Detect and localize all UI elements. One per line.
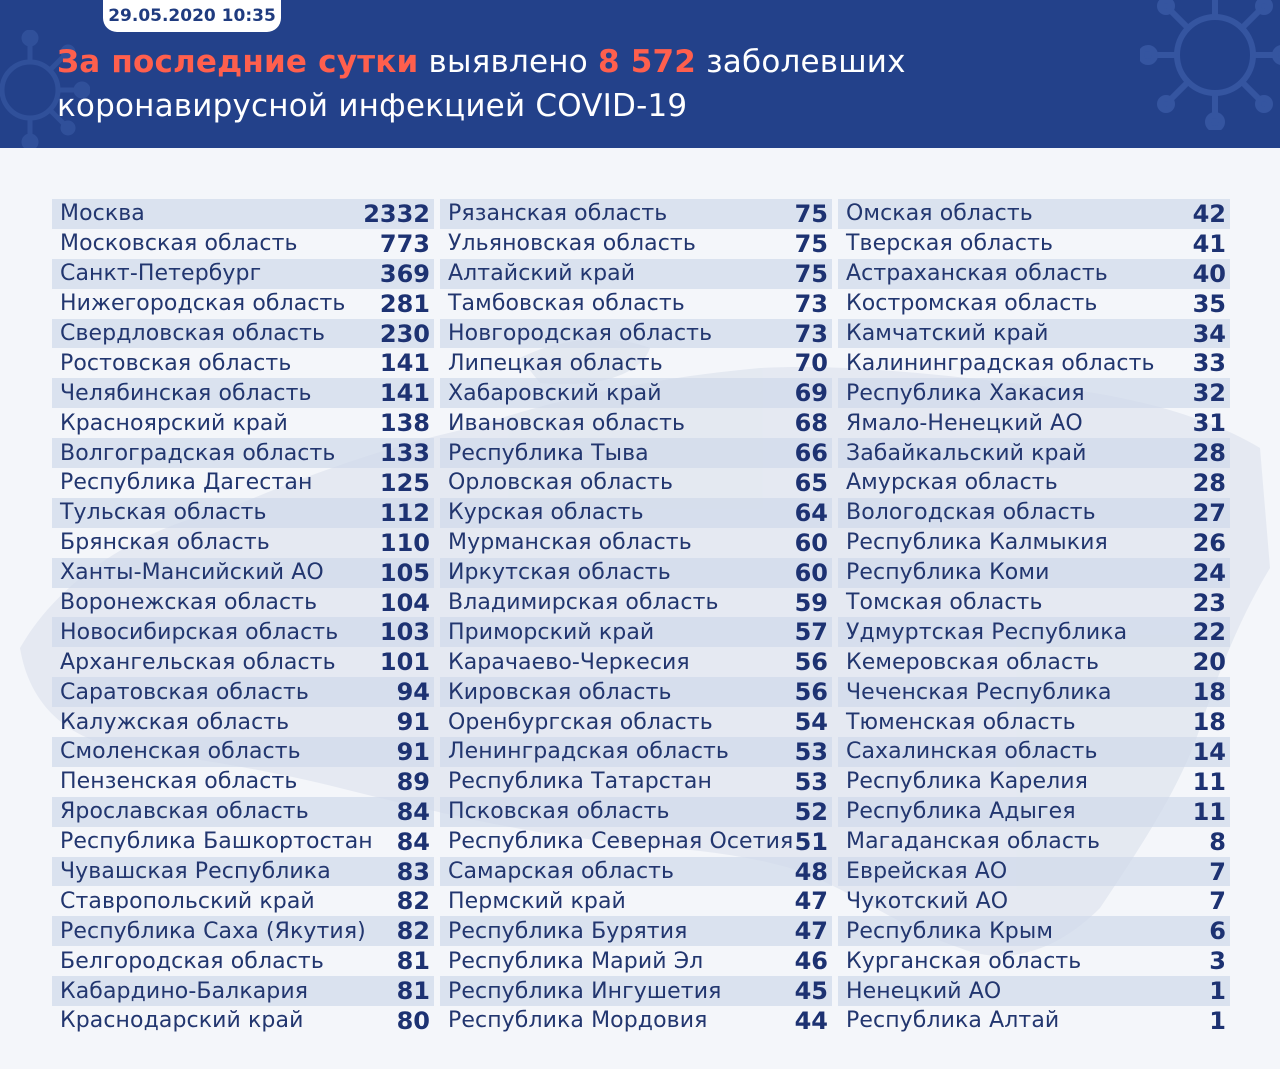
region-cell xyxy=(52,946,434,976)
region-name: Архангельская область xyxy=(60,649,336,675)
region-name: Ярославская область xyxy=(60,799,309,825)
header-banner xyxy=(0,0,1280,148)
region-name: Курганская область xyxy=(846,948,1082,974)
region-cell xyxy=(838,886,1230,916)
region-cell xyxy=(52,558,434,588)
region-name: Липецкая область xyxy=(448,350,663,376)
region-cell xyxy=(440,857,832,887)
region-cell xyxy=(838,528,1230,558)
case-count: 34 xyxy=(1192,319,1226,348)
region-cell xyxy=(52,438,434,468)
region-cell xyxy=(838,916,1230,946)
region-name: Республика Ингушетия xyxy=(448,978,722,1004)
region-cell xyxy=(838,438,1230,468)
table-row xyxy=(52,827,1230,857)
region-cell xyxy=(838,976,1230,1006)
case-count: 141 xyxy=(379,349,430,378)
region-name: Алтайский край xyxy=(448,261,636,287)
region-name: Астраханская область xyxy=(846,261,1108,287)
table-row xyxy=(52,976,1230,1006)
region-name: Магаданская область xyxy=(846,829,1101,855)
cases-table xyxy=(52,199,1230,1036)
region-cell xyxy=(52,647,434,677)
table-row xyxy=(52,1006,1230,1036)
region-name: Курская область xyxy=(448,500,644,526)
region-cell xyxy=(52,528,434,558)
case-count: 773 xyxy=(379,229,430,258)
region-name: Республика Марий Эл xyxy=(448,948,704,974)
case-count: 68 xyxy=(794,409,828,438)
region-name: Пензенская область xyxy=(60,769,298,795)
region-name: Республика Карелия xyxy=(846,769,1088,795)
region-cell xyxy=(838,737,1230,767)
case-count: 51 xyxy=(794,827,828,856)
case-count: 45 xyxy=(794,977,828,1006)
case-count: 70 xyxy=(794,349,828,378)
case-count: 8 xyxy=(1209,827,1226,856)
region-name: Томская область xyxy=(846,590,1043,616)
region-cell xyxy=(838,468,1230,498)
region-name: Ленинградская область xyxy=(448,739,729,765)
table-row xyxy=(52,617,1230,647)
table-row xyxy=(52,677,1230,707)
case-count: 369 xyxy=(379,259,430,288)
table-row xyxy=(52,468,1230,498)
table-row xyxy=(52,438,1230,468)
region-cell xyxy=(440,1006,832,1036)
case-count: 18 xyxy=(1192,678,1226,707)
region-cell xyxy=(838,617,1230,647)
case-count: 81 xyxy=(396,947,430,976)
case-count: 48 xyxy=(794,857,828,886)
region-cell xyxy=(440,498,832,528)
case-count: 42 xyxy=(1192,199,1226,228)
region-name: Республика Башкортостан xyxy=(60,829,373,855)
region-name: Костромская область xyxy=(846,291,1098,317)
region-cell xyxy=(838,408,1230,438)
region-cell xyxy=(838,588,1230,618)
region-name: Тверская область xyxy=(846,231,1054,257)
region-name: Республика Коми xyxy=(846,560,1050,586)
region-name: Чеченская Республика xyxy=(846,679,1112,705)
case-count: 84 xyxy=(396,797,430,826)
region-name: Республика Бурятия xyxy=(448,918,688,944)
region-name: Ханты-Мансийский АО xyxy=(60,560,324,586)
region-cell xyxy=(440,827,832,857)
region-cell xyxy=(52,797,434,827)
region-name: Ивановская область xyxy=(448,410,686,436)
region-name: Свердловская область xyxy=(60,321,326,346)
case-count: 40 xyxy=(1192,259,1226,288)
case-count: 54 xyxy=(794,708,828,737)
case-count: 110 xyxy=(379,528,430,557)
region-name: Тюменская область xyxy=(846,709,1076,735)
case-count: 53 xyxy=(794,767,828,796)
table-row xyxy=(52,528,1230,558)
region-cell xyxy=(52,857,434,887)
region-cell xyxy=(440,378,832,408)
table-row xyxy=(52,797,1230,827)
case-count: 47 xyxy=(794,887,828,916)
region-cell xyxy=(52,617,434,647)
region-name: Чувашская Республика xyxy=(60,859,331,885)
region-cell xyxy=(440,199,832,229)
table-row xyxy=(52,348,1230,378)
region-cell xyxy=(838,857,1230,887)
case-count: 73 xyxy=(794,289,828,318)
region-cell xyxy=(838,707,1230,737)
region-cell xyxy=(838,289,1230,319)
table-row xyxy=(52,647,1230,677)
case-count: 73 xyxy=(794,319,828,348)
region-name: Волгоградская область xyxy=(60,440,336,466)
region-cell xyxy=(52,408,434,438)
region-name: Омская область xyxy=(846,201,1033,227)
case-count: 84 xyxy=(396,827,430,856)
table-row xyxy=(52,588,1230,618)
case-count: 69 xyxy=(794,379,828,408)
region-cell xyxy=(52,707,434,737)
table-row xyxy=(52,229,1230,259)
region-name: Москва xyxy=(60,201,145,227)
region-cell xyxy=(440,319,832,349)
region-name: Забайкальский край xyxy=(846,440,1087,466)
region-cell xyxy=(52,229,434,259)
region-cell xyxy=(838,229,1230,259)
case-count: 18 xyxy=(1192,708,1226,737)
case-count: 3 xyxy=(1209,947,1226,976)
table-row xyxy=(52,737,1230,767)
title-mid: выявлено xyxy=(428,44,588,80)
region-name: Республика Тыва xyxy=(448,440,649,466)
case-count: 138 xyxy=(379,409,430,438)
region-name: Тамбовская область xyxy=(448,291,685,317)
case-count: 141 xyxy=(379,379,430,408)
case-count: 81 xyxy=(396,977,430,1006)
case-count: 53 xyxy=(794,737,828,766)
case-count: 14 xyxy=(1192,737,1226,766)
case-count: 281 xyxy=(379,289,430,318)
case-count: 41 xyxy=(1192,229,1226,258)
region-name: Ненецкий АО xyxy=(846,978,1002,1004)
region-name: Новосибирская область xyxy=(60,619,339,645)
table-row xyxy=(52,378,1230,408)
region-cell xyxy=(838,797,1230,827)
case-count: 75 xyxy=(794,199,828,228)
table-row xyxy=(52,289,1230,319)
region-cell xyxy=(838,348,1230,378)
table-row xyxy=(52,707,1230,737)
case-count: 104 xyxy=(379,588,430,617)
table-row xyxy=(52,916,1230,946)
region-cell xyxy=(440,348,832,378)
case-count: 23 xyxy=(1192,588,1226,617)
region-cell xyxy=(440,438,832,468)
region-cell xyxy=(440,289,832,319)
case-count: 105 xyxy=(379,558,430,587)
region-name: Иркутская область xyxy=(448,560,671,586)
region-name: Республика Калмыкия xyxy=(846,530,1108,556)
region-name: Самарская область xyxy=(448,859,675,885)
case-count: 6 xyxy=(1209,917,1226,946)
table-row xyxy=(52,199,1230,229)
region-name: Ставропольский край xyxy=(60,888,315,914)
region-name: Кировская область xyxy=(448,679,672,705)
region-name: Санкт-Петербург xyxy=(60,261,262,287)
region-name: Московская область xyxy=(60,231,298,257)
case-count: 80 xyxy=(396,1006,430,1035)
case-count: 56 xyxy=(794,678,828,707)
region-cell xyxy=(838,767,1230,797)
region-name: Пермский край xyxy=(448,888,626,914)
region-cell xyxy=(440,677,832,707)
region-name: Республика Северная Осетия xyxy=(448,829,794,855)
region-cell xyxy=(838,259,1230,289)
region-cell xyxy=(440,647,832,677)
region-cell xyxy=(440,886,832,916)
case-count: 24 xyxy=(1192,558,1226,587)
region-cell xyxy=(838,647,1230,677)
case-count: 35 xyxy=(1192,289,1226,318)
case-count: 1 xyxy=(1209,1006,1226,1035)
region-name: Смоленская область xyxy=(60,739,301,765)
case-count: 75 xyxy=(794,229,828,258)
region-cell xyxy=(440,468,832,498)
case-count: 133 xyxy=(379,439,430,468)
title-highlight: За последние сутки xyxy=(57,44,419,80)
case-count: 56 xyxy=(794,648,828,677)
case-count: 125 xyxy=(379,468,430,497)
case-count: 20 xyxy=(1192,648,1226,677)
table-row xyxy=(52,767,1230,797)
region-name: Республика Дагестан xyxy=(60,470,313,496)
region-cell xyxy=(838,378,1230,408)
region-cell xyxy=(440,259,832,289)
table-row xyxy=(52,558,1230,588)
page-title xyxy=(57,40,906,128)
region-name: Республика Мордовия xyxy=(448,1008,708,1034)
case-count: 57 xyxy=(794,618,828,647)
region-name: Мурманская область xyxy=(448,530,692,556)
case-count: 22 xyxy=(1192,618,1226,647)
region-name: Республика Саха (Якутия) xyxy=(60,918,366,944)
title-end: заболевших xyxy=(706,44,906,80)
region-name: Рязанская область xyxy=(448,201,668,227)
region-name: Краснодарский край xyxy=(60,1008,304,1034)
region-cell xyxy=(52,916,434,946)
case-count: 28 xyxy=(1192,468,1226,497)
case-count: 26 xyxy=(1192,528,1226,557)
case-count: 230 xyxy=(379,319,430,348)
case-count: 31 xyxy=(1192,409,1226,438)
case-count: 32 xyxy=(1192,379,1226,408)
region-name: Калининградская область xyxy=(846,350,1155,376)
region-cell xyxy=(440,588,832,618)
region-name: Ямало-Ненецкий АО xyxy=(846,410,1083,436)
region-name: Камчатский край xyxy=(846,321,1049,346)
region-cell xyxy=(440,916,832,946)
table-row xyxy=(52,259,1230,289)
table-row xyxy=(52,886,1230,916)
total-count: 8 572 xyxy=(597,44,697,80)
region-cell xyxy=(838,827,1230,857)
case-count: 91 xyxy=(396,708,430,737)
region-name: Владимирская область xyxy=(448,590,719,616)
region-cell xyxy=(52,289,434,319)
case-count: 2332 xyxy=(363,199,430,228)
region-cell xyxy=(838,498,1230,528)
region-cell xyxy=(52,468,434,498)
case-count: 66 xyxy=(794,439,828,468)
case-count: 101 xyxy=(379,648,430,677)
case-count: 59 xyxy=(794,588,828,617)
region-name: Карачаево-Черкесия xyxy=(448,649,690,675)
region-name: Хабаровский край xyxy=(448,380,662,406)
region-name: Чукотский АО xyxy=(846,888,1009,914)
timestamp-badge: 29.05.2020 10:35 xyxy=(103,0,281,32)
region-cell xyxy=(52,827,434,857)
table-row xyxy=(52,498,1230,528)
case-count: 47 xyxy=(794,917,828,946)
region-name: Республика Алтай xyxy=(846,1008,1060,1034)
region-cell xyxy=(440,707,832,737)
case-count: 64 xyxy=(794,498,828,527)
region-name: Республика Хакасия xyxy=(846,380,1085,406)
case-count: 1 xyxy=(1209,977,1226,1006)
region-name: Оренбургская область xyxy=(448,709,713,735)
region-name: Челябинская область xyxy=(60,380,312,406)
region-cell xyxy=(440,767,832,797)
region-name: Республика Крым xyxy=(846,918,1054,944)
region-cell xyxy=(52,677,434,707)
region-name: Кабардино-Балкария xyxy=(60,978,309,1004)
region-cell xyxy=(52,976,434,1006)
region-name: Новгородская область xyxy=(448,321,713,346)
region-cell xyxy=(440,946,832,976)
region-name: Орловская область xyxy=(448,470,674,496)
region-cell xyxy=(52,767,434,797)
case-count: 94 xyxy=(396,678,430,707)
region-cell xyxy=(52,737,434,767)
case-count: 89 xyxy=(396,767,430,796)
table-row xyxy=(52,319,1230,349)
region-name: Тульская область xyxy=(60,500,267,526)
region-cell xyxy=(440,797,832,827)
region-name: Воронежская область xyxy=(60,590,318,616)
region-cell xyxy=(52,498,434,528)
title-line2: коронавирусной инфекцией COVID-19 xyxy=(57,88,688,124)
region-cell xyxy=(52,199,434,229)
region-name: Вологодская область xyxy=(846,500,1096,526)
region-cell xyxy=(440,737,832,767)
region-cell xyxy=(838,558,1230,588)
case-count: 60 xyxy=(794,558,828,587)
region-name: Приморский край xyxy=(448,619,655,645)
region-name: Брянская область xyxy=(60,530,270,556)
region-cell xyxy=(440,617,832,647)
case-count: 46 xyxy=(794,947,828,976)
region-name: Удмуртская Республика xyxy=(846,619,1128,645)
region-name: Ульяновская область xyxy=(448,231,696,257)
case-count: 52 xyxy=(794,797,828,826)
region-cell xyxy=(838,319,1230,349)
region-cell xyxy=(52,348,434,378)
region-cell xyxy=(838,677,1230,707)
region-cell xyxy=(440,528,832,558)
region-name: Нижегородская область xyxy=(60,291,346,317)
region-cell xyxy=(838,946,1230,976)
region-cell xyxy=(440,558,832,588)
table-row xyxy=(52,946,1230,976)
region-cell xyxy=(52,588,434,618)
case-count: 82 xyxy=(396,887,430,916)
case-count: 7 xyxy=(1209,857,1226,886)
region-cell xyxy=(440,229,832,259)
region-cell xyxy=(838,199,1230,229)
case-count: 28 xyxy=(1192,439,1226,468)
case-count: 112 xyxy=(379,498,430,527)
case-count: 44 xyxy=(794,1006,828,1035)
region-name: Еврейская АО xyxy=(846,859,1008,885)
region-cell xyxy=(52,259,434,289)
region-name: Амурская область xyxy=(846,470,1058,496)
table-row xyxy=(52,408,1230,438)
virus-icon xyxy=(1140,0,1280,130)
region-name: Калужская область xyxy=(60,709,290,735)
region-name: Саратовская область xyxy=(60,679,309,705)
table-row xyxy=(52,857,1230,887)
region-name: Республика Адыгея xyxy=(846,799,1076,825)
region-name: Псковская область xyxy=(448,799,670,825)
region-cell xyxy=(52,319,434,349)
case-count: 65 xyxy=(794,468,828,497)
region-name: Кемеровская область xyxy=(846,649,1100,675)
region-cell xyxy=(52,886,434,916)
case-count: 60 xyxy=(794,528,828,557)
region-cell xyxy=(52,378,434,408)
case-count: 75 xyxy=(794,259,828,288)
case-count: 27 xyxy=(1192,498,1226,527)
region-cell xyxy=(440,408,832,438)
case-count: 103 xyxy=(379,618,430,647)
case-count: 83 xyxy=(396,857,430,886)
region-name: Сахалинская область xyxy=(846,739,1098,765)
region-cell xyxy=(52,1006,434,1036)
case-count: 91 xyxy=(396,737,430,766)
region-name: Белгородская область xyxy=(60,948,324,974)
case-count: 33 xyxy=(1192,349,1226,378)
region-cell xyxy=(838,1006,1230,1036)
region-name: Республика Татарстан xyxy=(448,769,712,795)
region-cell xyxy=(440,976,832,1006)
region-name: Ростовская область xyxy=(60,350,292,376)
case-count: 11 xyxy=(1192,767,1226,796)
case-count: 11 xyxy=(1192,797,1226,826)
case-count: 7 xyxy=(1209,887,1226,916)
region-name: Красноярский край xyxy=(60,410,288,436)
case-count: 82 xyxy=(396,917,430,946)
